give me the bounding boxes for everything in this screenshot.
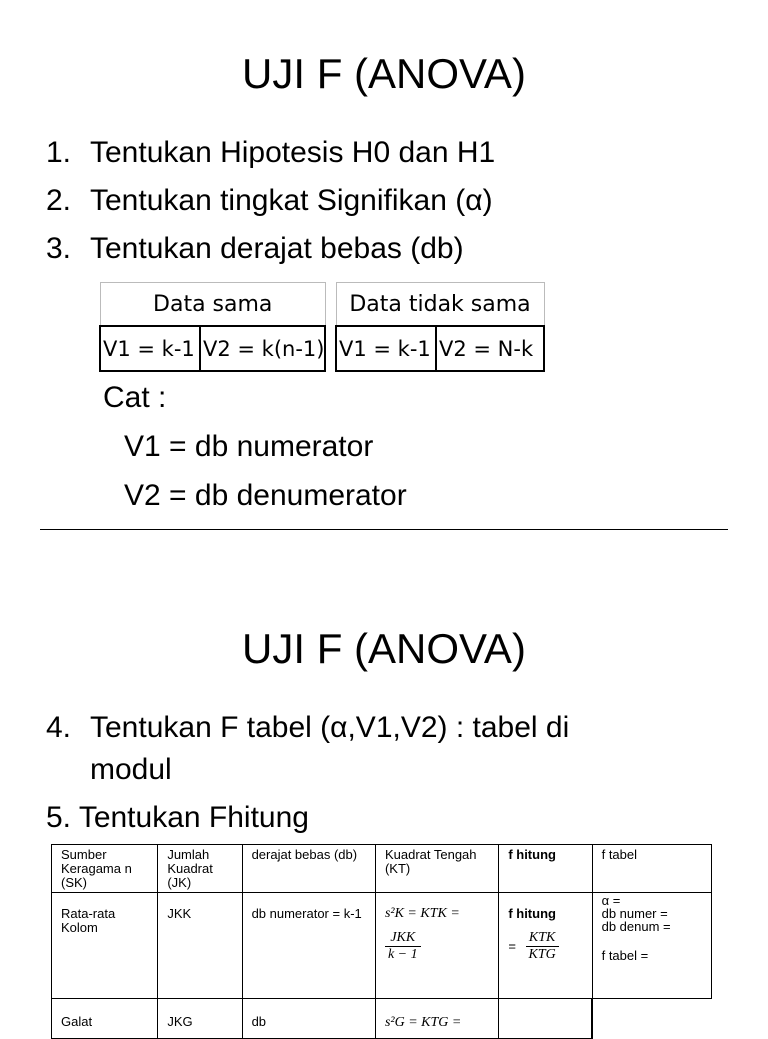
fhitung-fraction	[526, 931, 559, 962]
ftabel-denum: db denum =	[601, 919, 671, 934]
step-number: 1.	[46, 136, 72, 169]
step-5: 5. Tentukan Fhitung	[46, 801, 309, 834]
v1-cell: V1 = k-1	[336, 326, 436, 371]
fhitung-formula	[508, 931, 586, 962]
slide1-title: UJI F (ANOVA)	[242, 50, 526, 97]
anova-row-rata-rata-kolom	[52, 893, 712, 999]
cell-fhitung	[499, 893, 592, 999]
fhitung-label: f hitung	[508, 906, 556, 921]
cell-db: db	[242, 999, 375, 1039]
cell-kt	[375, 999, 498, 1039]
step-text: Tentukan tingkat Signifikan (α)	[90, 184, 493, 217]
ftabel-alpha: α =	[601, 893, 621, 908]
cell-ftabel	[592, 893, 711, 999]
step-2	[46, 181, 493, 221]
v1-cell: V1 = k-1	[100, 326, 200, 371]
equals-sign: =	[508, 938, 516, 954]
v2-cell: V2 = k(n-1)	[200, 326, 325, 371]
header-kt: Kuadrat Tengah (KT)	[375, 845, 498, 893]
step-4-continued: modul	[90, 753, 172, 786]
ftabel-numer: db numer =	[601, 906, 668, 921]
note-label: Cat :	[103, 381, 167, 414]
kt-numerator: JKK	[385, 931, 421, 947]
table-header: Data sama	[100, 283, 325, 327]
step-4	[46, 708, 569, 748]
header-jk: Jumlah Kuadrat (JK)	[158, 845, 242, 893]
ftabel-value: f tabel =	[601, 948, 649, 963]
cell-fhitung-empty	[499, 999, 592, 1039]
table-data-different	[335, 282, 545, 372]
step-text: Tentukan derajat bebas (db)	[90, 232, 464, 265]
v2-cell: V2 = N-k	[436, 326, 544, 371]
step-text: Tentukan F tabel (α,V1,V2) : tabel di	[90, 711, 570, 744]
anova-header-row	[52, 845, 712, 893]
step-number: 2.	[46, 184, 72, 217]
anova-row-galat	[52, 999, 712, 1039]
step-3	[46, 229, 464, 269]
cell-jk: JKG	[158, 999, 242, 1039]
note-v1: V1 = db numerator	[124, 430, 374, 463]
kt-formula: s²G = KTG =	[384, 1015, 462, 1030]
header-fhitung: f hitung	[499, 845, 592, 893]
step-text: Tentukan Hipotesis H0 dan H1	[90, 136, 496, 169]
kt-denominator: k − 1	[387, 947, 418, 962]
kt-fraction	[385, 931, 421, 962]
cell-sk: Galat	[52, 999, 158, 1039]
fhitung-numerator: KTK	[526, 931, 559, 947]
slide2-title: UJI F (ANOVA)	[242, 625, 526, 672]
table-header: Data tidak sama	[336, 283, 544, 327]
cell-ftabel-empty	[592, 999, 711, 1039]
cell-jk: JKK	[158, 893, 242, 999]
step-1	[46, 133, 495, 173]
cell-sk: Rata-rata Kolom	[52, 893, 158, 999]
cell-kt	[375, 893, 498, 999]
header-ftabel: f tabel	[592, 845, 711, 893]
step-number: 4.	[46, 711, 72, 744]
note-v2: V2 = db denumerator	[124, 479, 407, 512]
header-db: derajat bebas (db)	[242, 845, 375, 893]
cell-db: db numerator = k-1	[242, 893, 375, 999]
step-number: 3.	[46, 232, 72, 265]
header-sk: Sumber Keragama n (SK)	[52, 845, 158, 893]
table-data-same	[99, 282, 326, 372]
slide-divider	[40, 529, 728, 530]
anova-table	[51, 844, 712, 1039]
kt-formula: s²K = KTK =	[384, 906, 460, 921]
fhitung-denominator: KTG	[528, 947, 556, 962]
